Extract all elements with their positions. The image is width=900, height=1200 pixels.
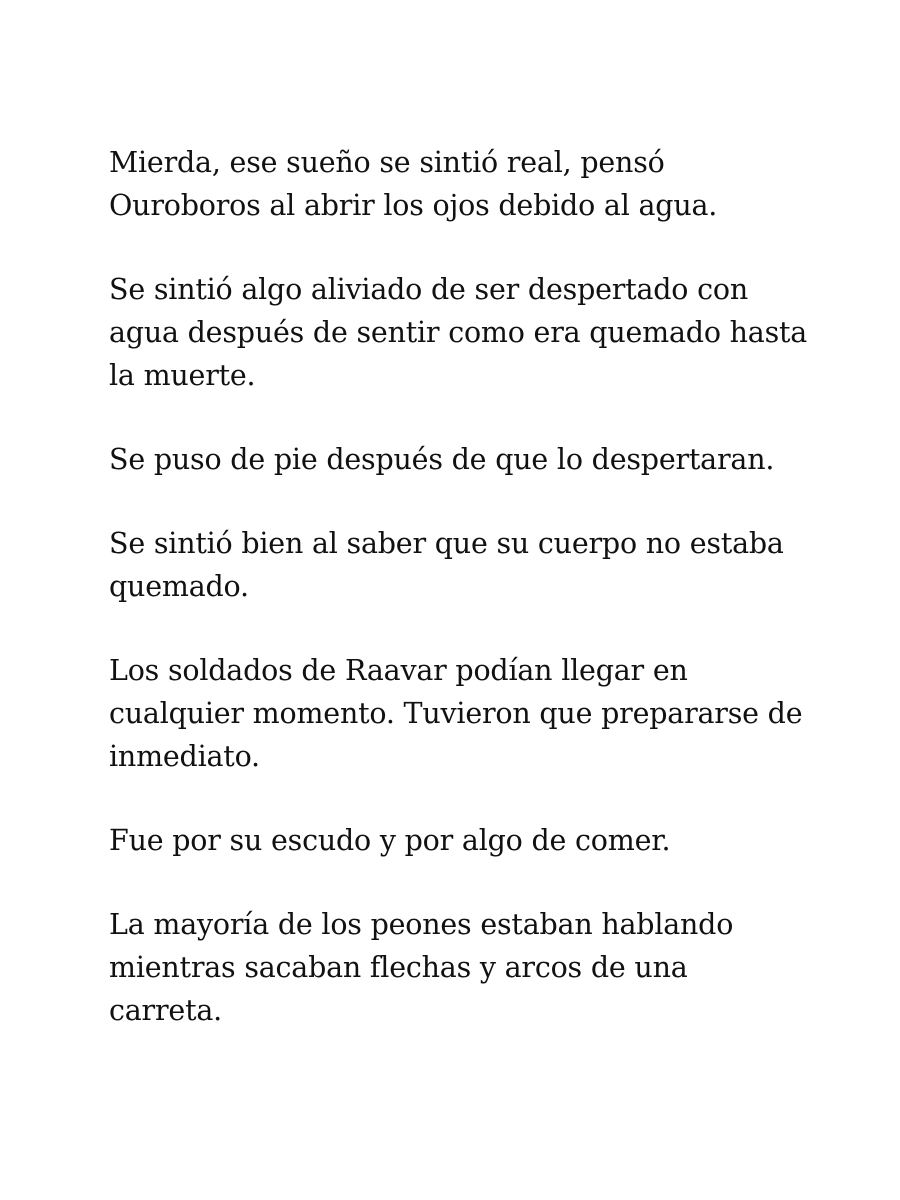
story-text: [109, 141, 809, 1032]
paragraph-1: Mierda, ese sueño se sintió real, pensó Ouroboros al abrir los ojos debido al agua.: [109, 146, 718, 222]
paragraph-6: Fue por su escudo y por algo de comer.: [109, 824, 671, 857]
paragraph-2: Se sintió algo aliviado de ser despertado con agua después de sentir como era quemado hasta la muerte.: [109, 273, 808, 392]
paragraph-4: Se sintió bien al saber que su cuerpo no estaba quemado.: [109, 527, 784, 603]
paragraph-3: Se puso de pie después de que lo despertaran.: [109, 443, 775, 476]
paragraph-5: Los soldados de Raavar podían llegar en cualquier momento. Tuvieron que prepararse de inmediato.: [109, 654, 803, 773]
paragraph-7: La mayoría de los peones estaban hablando mientras sacaban flechas y arcos de una carreta.: [109, 908, 734, 1027]
